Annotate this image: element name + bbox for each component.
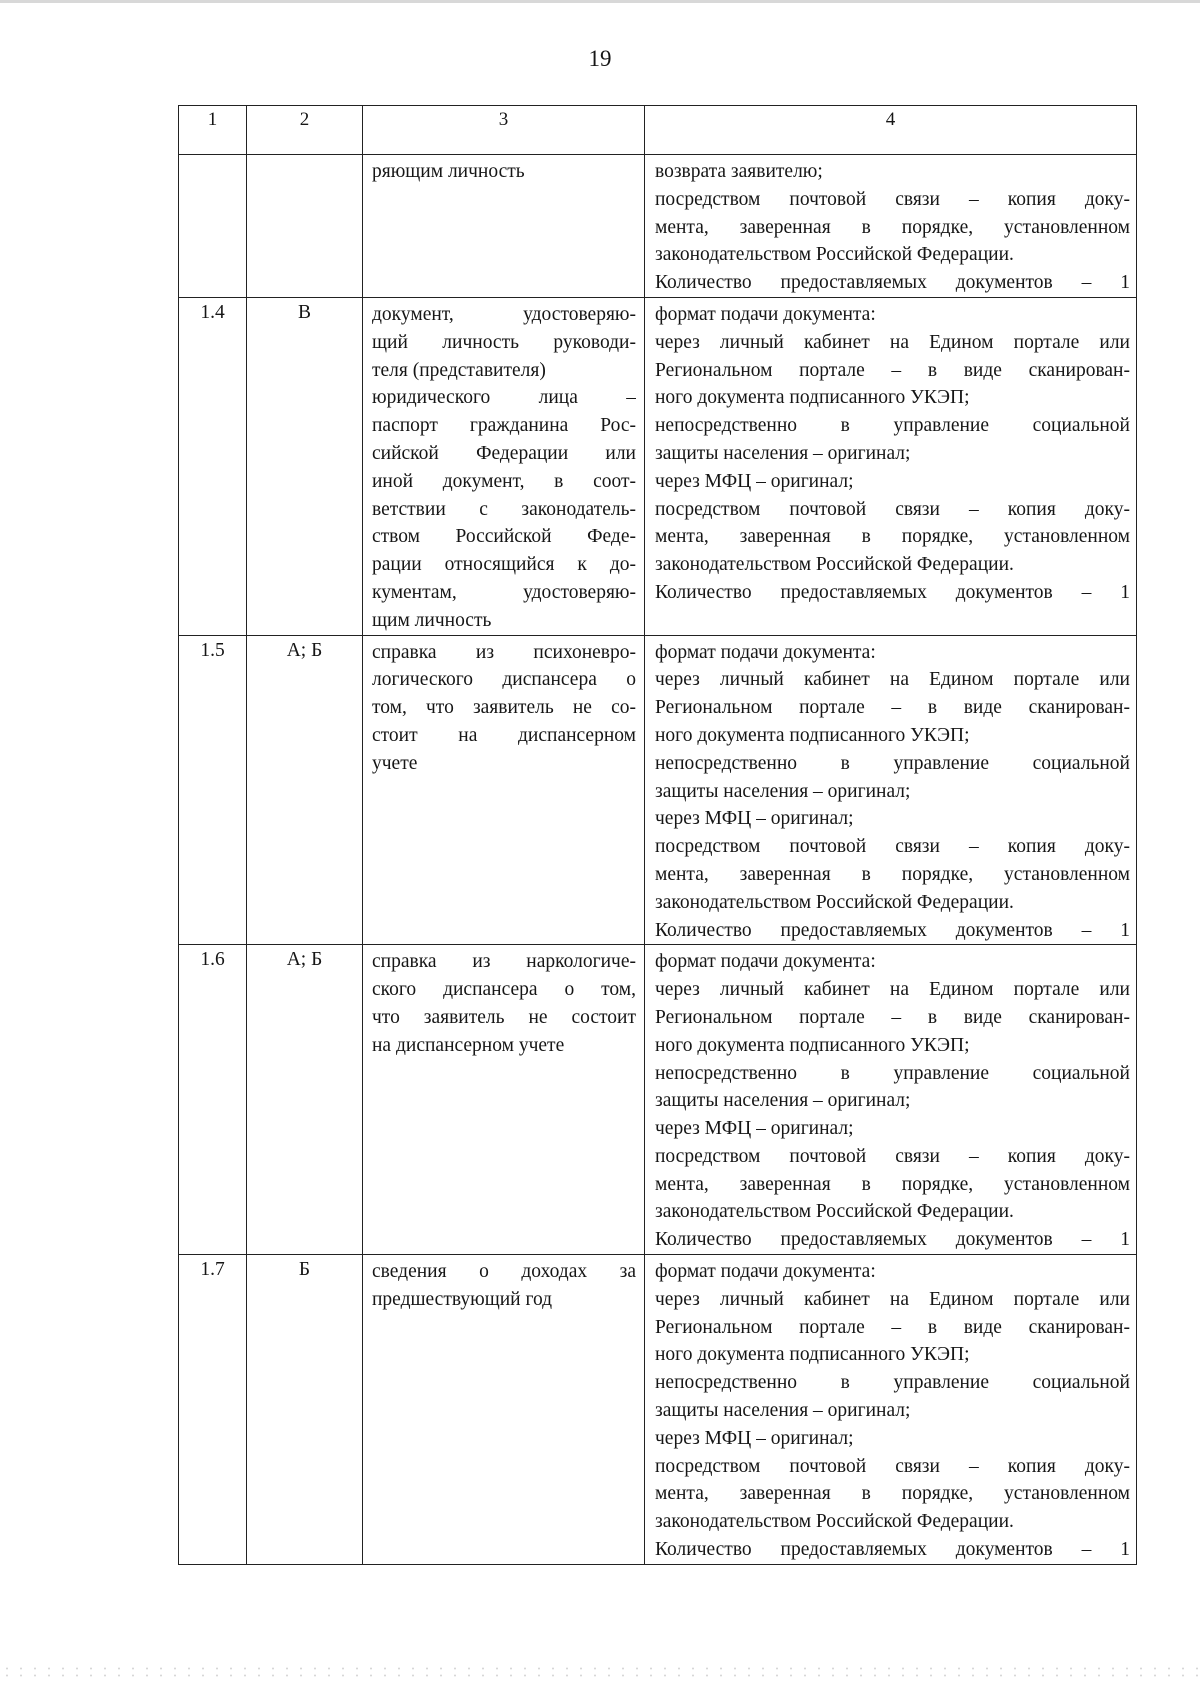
document-name-line: иной документ, в соот- xyxy=(372,470,636,492)
submission-format-line: законодательством Российской Федерации. xyxy=(655,1201,1014,1223)
document-name-line: юридического лица – xyxy=(372,387,636,409)
applicant-category-cell: Б xyxy=(247,1255,363,1565)
document-name-line: учете xyxy=(372,752,418,774)
submission-format-line: непосредственно в управление социальной xyxy=(655,415,1130,437)
submission-format-line: Региональном портале – в виде сканирован- xyxy=(655,1006,1130,1028)
submission-format-line: ного документа подписанного УКЭП; xyxy=(655,387,970,409)
document-name-line: сийской Федерации или xyxy=(372,442,636,464)
submission-format-cell xyxy=(645,635,1137,945)
submission-format-line: Количество предоставляемых документов – 1 xyxy=(655,1539,1130,1561)
table-body xyxy=(179,106,1137,1565)
header-cell: 3 xyxy=(363,106,645,155)
row-number-cell: 1.7 xyxy=(179,1255,247,1565)
table-row xyxy=(179,945,1137,1255)
submission-format-line: Региональном портале – в виде сканирован- xyxy=(655,697,1130,719)
document-name-line: том, что заявитель не со- xyxy=(372,697,636,719)
submission-format-line: Количество предоставляемых документов – 1 xyxy=(655,272,1130,294)
submission-format-line: формат подачи документа: xyxy=(655,303,876,325)
submission-format-line: через личный кабинет на Едином портале или xyxy=(655,1288,1130,1310)
submission-format-line: через МФЦ – оригинал; xyxy=(655,470,854,492)
submission-format-line: защиты населения – оригинал; xyxy=(655,780,911,802)
submission-format-line: законодательством Российской Федерации. xyxy=(655,244,1014,266)
submission-format-line: мента, заверенная в порядке, установленном xyxy=(655,1483,1130,1505)
submission-format-line: возврата заявителю; xyxy=(655,161,823,182)
document-name-line: щим личность xyxy=(372,609,492,631)
submission-format-line: непосредственно в управление социальной xyxy=(655,1062,1130,1084)
submission-format-line: мента, заверенная в порядке, установленном xyxy=(655,863,1130,885)
submission-format-line: мента, заверенная в порядке, установленном xyxy=(655,1173,1130,1195)
applicant-category-cell xyxy=(247,155,363,298)
applicant-category-cell: А; Б xyxy=(247,945,363,1255)
submission-format-line: через МФЦ – оригинал; xyxy=(655,1118,854,1140)
submission-format-line: Количество предоставляемых документов – 1 xyxy=(655,919,1130,941)
submission-format-line: посредством почтовой связи – копия доку- xyxy=(655,1455,1130,1477)
document-name-cell xyxy=(363,1255,645,1565)
document-name-line: кументам, удостоверяю- xyxy=(372,581,636,603)
submission-format-line: мента, заверенная в порядке, установленном xyxy=(655,216,1130,238)
document-name-line: что заявитель не состоит xyxy=(372,1006,636,1028)
document-name-line: щий личность руководи- xyxy=(372,331,636,353)
table-row xyxy=(179,297,1137,635)
scan-edge xyxy=(0,0,1200,3)
scan-noise xyxy=(0,1665,1200,1677)
document-name-line: рации относящийся к до- xyxy=(372,554,636,576)
submission-format-cell xyxy=(645,1255,1137,1565)
submission-format-cell xyxy=(645,155,1137,298)
submission-format-line: ного документа подписанного УКЭП; xyxy=(655,1034,970,1056)
submission-format-line: ного документа подписанного УКЭП; xyxy=(655,1344,970,1366)
document-name-line: документ, удостоверяю- xyxy=(372,303,636,325)
submission-format-line: формат подачи документа: xyxy=(655,641,876,663)
document-name-cell xyxy=(363,635,645,945)
header-cell: 1 xyxy=(179,106,247,155)
submission-format-line: Региональном портале – в виде сканирован- xyxy=(655,359,1130,381)
document-name-line: стоит на диспансерном xyxy=(372,724,636,746)
submission-format-line: Региональном портале – в виде сканирован- xyxy=(655,1316,1130,1338)
submission-format-line: защиты населения – оригинал; xyxy=(655,1090,911,1112)
row-number-cell: 1.4 xyxy=(179,297,247,635)
table-row xyxy=(179,155,1137,298)
document-name-line: ветствии с законодатель- xyxy=(372,498,636,520)
document-name-line: теля (представителя) xyxy=(372,359,546,381)
row-number-cell xyxy=(179,155,247,298)
table-header-row xyxy=(179,106,1137,155)
submission-format-cell xyxy=(645,945,1137,1255)
document-name-cell xyxy=(363,945,645,1255)
header-cell: 4 xyxy=(645,106,1137,155)
submission-format-line: Количество предоставляемых документов – 1 xyxy=(655,581,1130,603)
applicant-category-cell: В xyxy=(247,297,363,635)
document-name-line: на диспансерном учете xyxy=(372,1034,565,1056)
submission-format-line: посредством почтовой связи – копия доку- xyxy=(655,188,1130,210)
submission-format-line: ного документа подписанного УКЭП; xyxy=(655,724,970,746)
document-name-line: ского диспансера о том, xyxy=(372,979,636,1001)
applicant-category-cell: А; Б xyxy=(247,635,363,945)
document-name-line: предшествующий год xyxy=(372,1288,553,1310)
document-name-line: ством Российской Феде- xyxy=(372,526,636,548)
submission-format-line: через личный кабинет на Едином портале или xyxy=(655,979,1130,1001)
document-name-line: логического диспансера о xyxy=(372,669,636,691)
document-name-line: паспорт гражданина Рос- xyxy=(372,415,636,437)
submission-format-line: через личный кабинет на Едином портале или xyxy=(655,331,1130,353)
submission-format-line: посредством почтовой связи – копия доку- xyxy=(655,836,1130,858)
submission-format-line: непосредственно в управление социальной xyxy=(655,752,1130,774)
submission-format-line: защиты населения – оригинал; xyxy=(655,442,911,464)
submission-format-line: законодательством Российской Федерации. xyxy=(655,891,1014,913)
submission-format-line: формат подачи документа: xyxy=(655,951,876,973)
submission-format-line: посредством почтовой связи – копия доку- xyxy=(655,498,1130,520)
document-name-cell xyxy=(363,297,645,635)
document-name-line: справка из психоневро- xyxy=(372,641,636,663)
submission-format-line: формат подачи документа: xyxy=(655,1261,876,1283)
table-row xyxy=(179,1255,1137,1565)
header-cell: 2 xyxy=(247,106,363,155)
submission-format-line: через МФЦ – оригинал; xyxy=(655,808,854,830)
submission-format-line: мента, заверенная в порядке, установленном xyxy=(655,526,1130,548)
row-number-cell: 1.5 xyxy=(179,635,247,945)
submission-format-line: через личный кабинет на Едином портале или xyxy=(655,669,1130,691)
submission-format-line: посредством почтовой связи – копия доку- xyxy=(655,1145,1130,1167)
document-name-cell xyxy=(363,155,645,298)
submission-format-line: Количество предоставляемых документов – 1 xyxy=(655,1229,1130,1251)
submission-format-line: законодательством Российской Федерации. xyxy=(655,1511,1014,1533)
row-number-cell: 1.6 xyxy=(179,945,247,1255)
table-row xyxy=(179,635,1137,945)
submission-format-line: непосредственно в управление социальной xyxy=(655,1372,1130,1394)
document-name-line: сведения о доходах за xyxy=(372,1261,636,1283)
submission-format-line: защиты населения – оригинал; xyxy=(655,1400,911,1422)
document-name-line: ряющим личность xyxy=(372,161,525,182)
submission-format-line: через МФЦ – оригинал; xyxy=(655,1427,854,1449)
document-name-line: справка из наркологиче- xyxy=(372,951,636,973)
submission-format-line: законодательством Российской Федерации. xyxy=(655,554,1014,576)
documents-table xyxy=(178,105,1137,1565)
page-number: 19 xyxy=(588,46,612,71)
submission-format-cell xyxy=(645,297,1137,635)
